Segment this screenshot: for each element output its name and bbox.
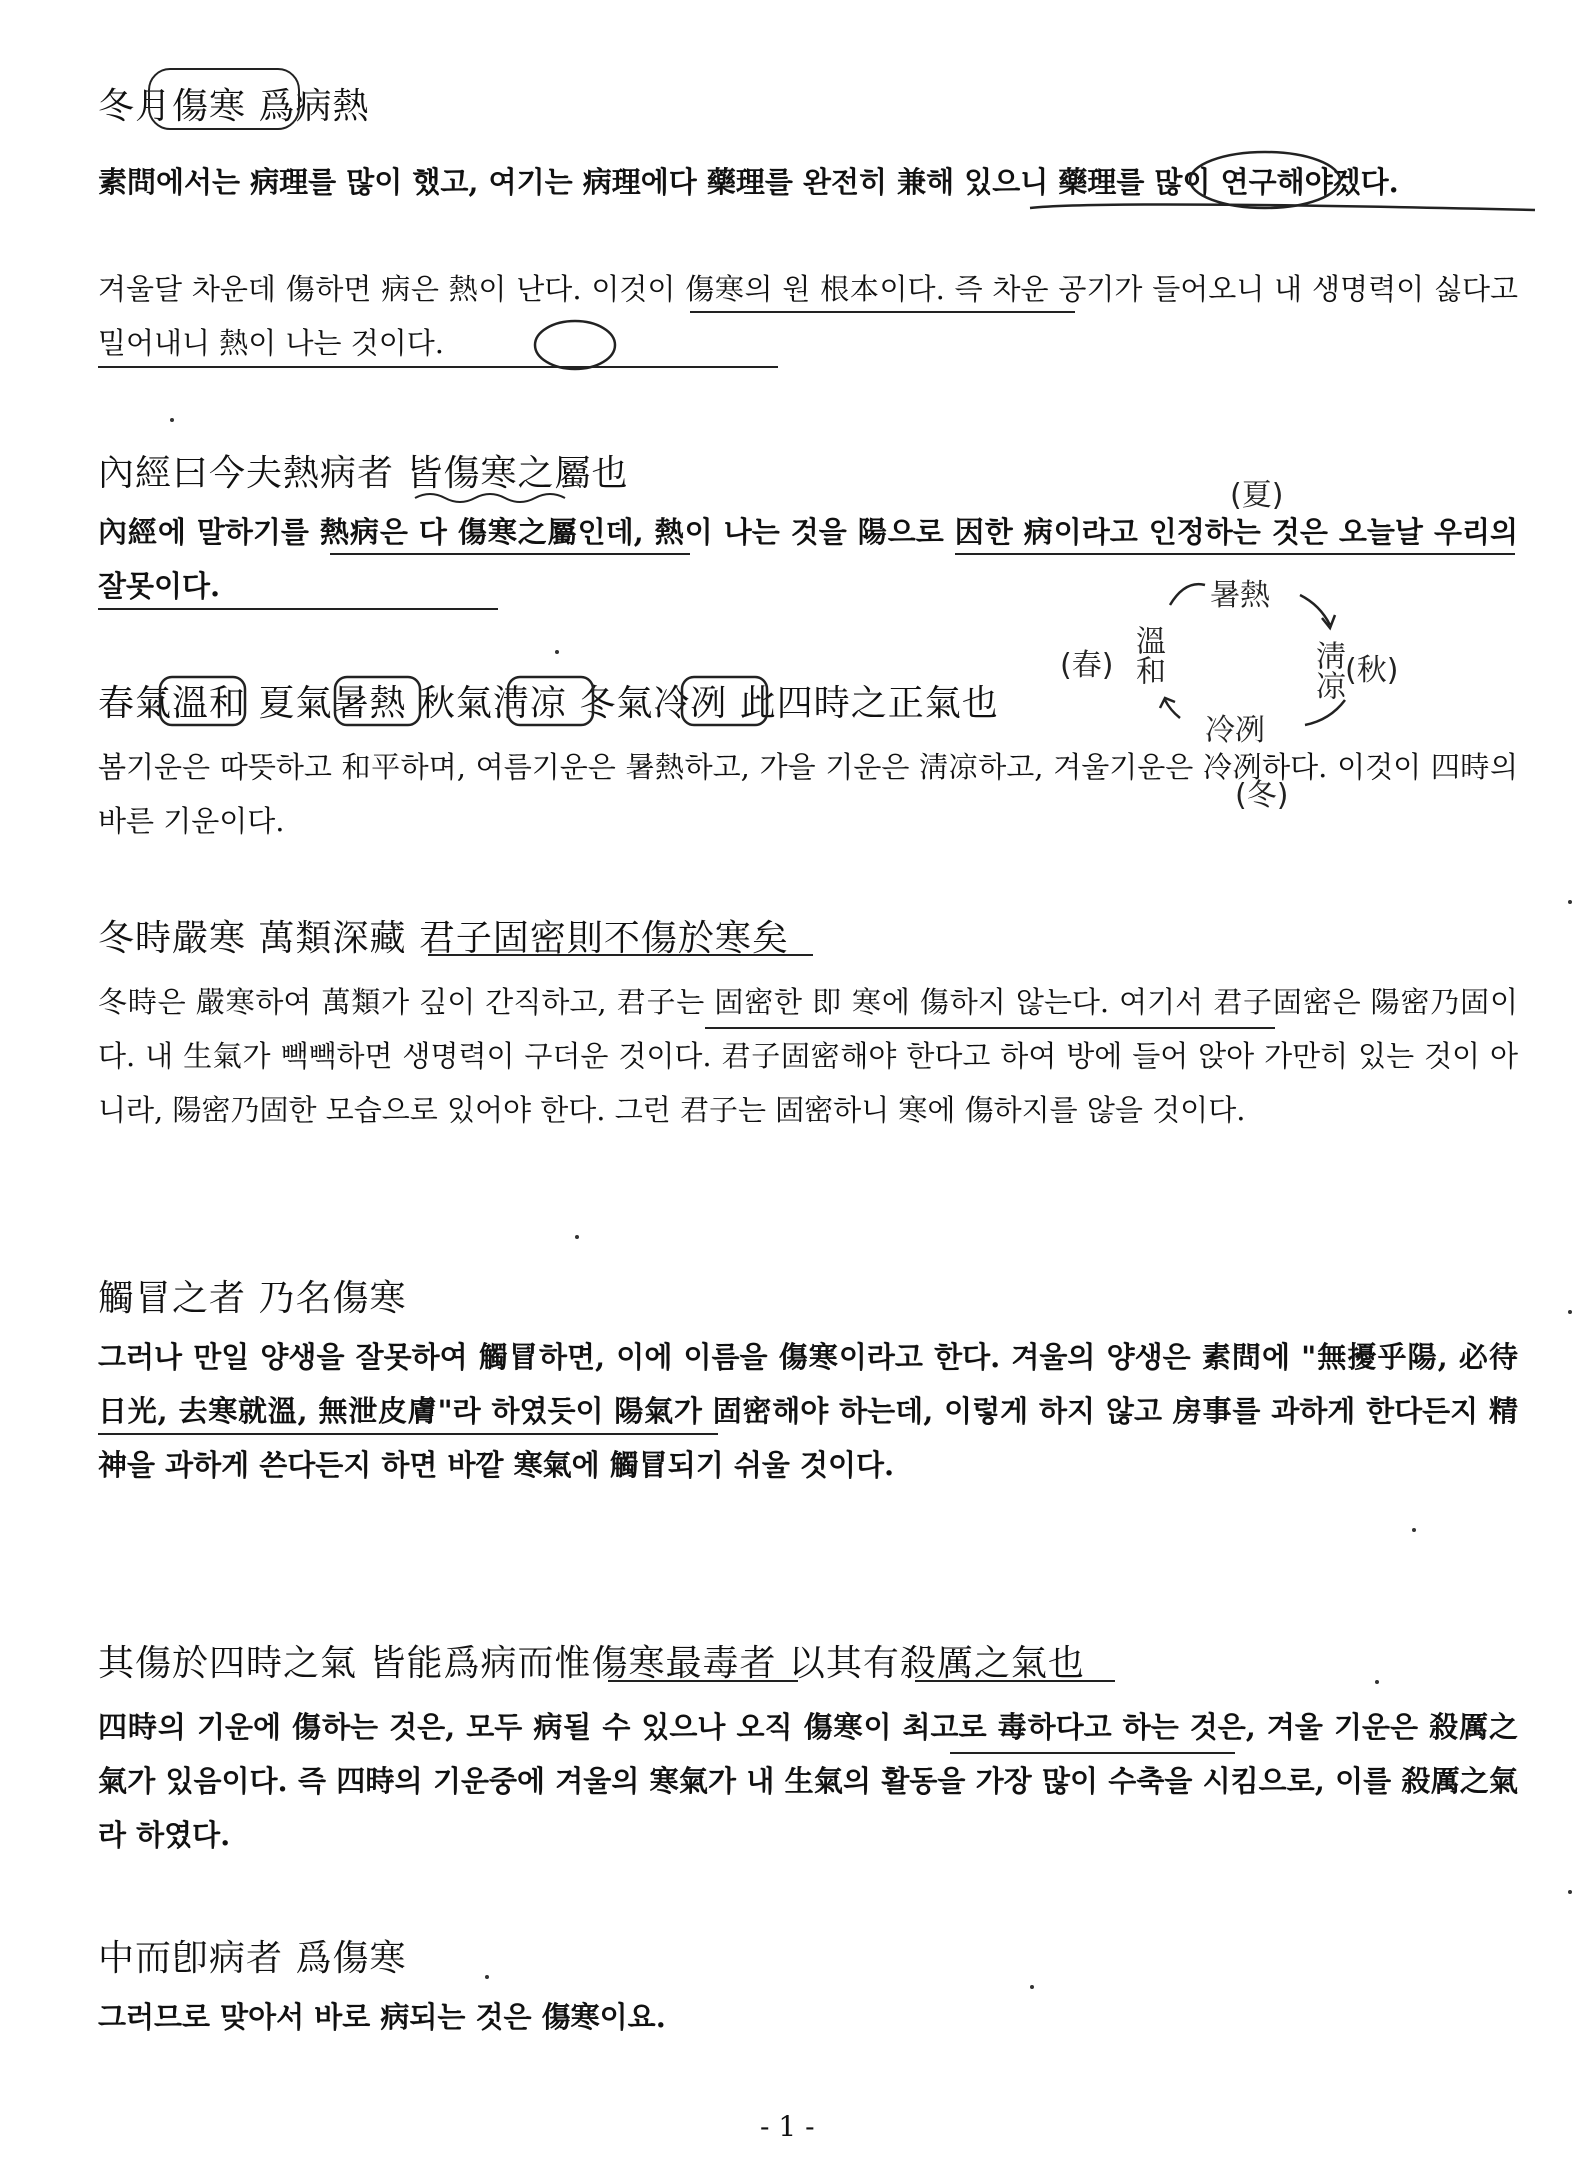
handwritten-underline <box>98 1433 718 1435</box>
speck <box>1030 1985 1034 1989</box>
margin-note-autumn: (秋) <box>1345 653 1399 688</box>
handwritten-underline <box>608 1680 798 1682</box>
paragraph: 그러므로 맞아서 바로 病되는 것은 傷寒이요. <box>98 2000 666 2034</box>
margin-note-winter: (冬) <box>1235 778 1289 813</box>
margin-note-autumn-chars: 淸凉 <box>1310 640 1345 700</box>
handwritten-underline <box>428 954 813 956</box>
speck <box>555 650 559 654</box>
paragraph: 素問에서는 病理를 많이 했고, 여기는 病理에다 藥理를 완전히 兼해 있으니 藥理를 많이 연구해야겠다. <box>98 165 1399 199</box>
speck <box>1568 900 1572 904</box>
section-heading: 其傷於四時之氣 皆能爲病而惟傷寒最毒者 以其有殺厲之氣也 <box>98 1643 1085 1684</box>
section-heading: 冬時嚴寒 萬類深藏 君子固密則不傷於寒矣 <box>98 918 789 959</box>
speck <box>170 418 174 422</box>
speck <box>1375 1680 1379 1684</box>
paragraph: 겨울달 차운데 傷하면 病은 熱이 난다. 이것이 傷寒의 원 根本이다. 즉 차운 공기가 들어오니 내 생명력이 싫다고 밀어내니 熱이 나는 것이다. <box>98 272 1518 360</box>
handwritten-underline <box>705 1027 1275 1029</box>
margin-note-cold: 冷冽 <box>1205 713 1265 748</box>
paragraph: 內經에 말하기를 熱病은 다 傷寒之屬인데, 熱이 나는 것을 陽으로 因한 病이라고 인정하는 것은 오늘날 우리의 잘못이다. <box>98 515 1518 603</box>
speck <box>575 1235 579 1239</box>
handwritten-underline <box>915 1680 1115 1682</box>
section-heading: 內經曰今夫熱病者 皆傷寒之屬也 <box>98 453 629 494</box>
margin-note-summer: (夏) <box>1230 478 1284 513</box>
speck <box>1568 1890 1572 1894</box>
section-heading: 春氣溫和 夏氣暑熱 秋氣淸凉 冬氣冷冽 此四時之正氣也 <box>98 683 999 724</box>
speck <box>485 1975 489 1979</box>
margin-note-summer-heat: 暑熱 <box>1210 578 1270 613</box>
section-heading: 觸冒之者 乃名傷寒 <box>98 1278 407 1319</box>
paragraph: 봄기운은 따뜻하고 和平하며, 여름기운은 暑熱하고, 가을 기운은 淸凉하고, 겨울기운은 冷冽하다. 이것이 四時의 바른 기운이다. <box>98 750 1518 838</box>
page-number: - 1 - <box>760 2110 815 2143</box>
section-heading: 冬月傷寒 爲病熱 <box>98 86 370 127</box>
paragraph: 四時의 기운에 傷하는 것은, 모두 病될 수 있으나 오직 傷寒이 최고로 毒하다고 하는 것은, 겨울 기운은 殺厲之氣가 있음이다. 즉 四時의 기운중에 겨울의 寒氣가 내 生氣의 활동을 가장 많이 수축을 시킴으로, 이를 殺厲之氣라 하였다. <box>98 1710 1518 1852</box>
speck <box>1568 1310 1572 1314</box>
paragraph: 冬時은 嚴寒하여 萬類가 깊이 간직하고, 君子는 固密한 即 寒에 傷하지 않는다. 여기서 君子固密은 陽密乃固이다. 내 生氣가 빽빽하면 생명력이 구더운 것이다. 君子固密해야 한다고 하여 방에 들어 앉아 가만히 있는 것이 아니라, 陽密乃固한 모습으로 있어야 한다. 그런 君子는 固密하니 寒에 傷하지를 않을 것이다. <box>98 985 1518 1127</box>
paragraph: 그러나 만일 양생을 잘못하여 觸冒하면, 이에 이름을 傷寒이라고 한다. 겨울의 양생은 素問에 "無擾乎陽, 必待日光, 去寒就溫, 無泄皮膚"라 하였듯이 陽氣가 固密해야 하는데, 이렇게 하지 않고 房事를 과하게 한다든지 精神을 과하게 쓴다든지 하면 바깥 寒氣에 觸冒되기 쉬울 것이다. <box>98 1340 1518 1482</box>
speck <box>1412 1528 1416 1532</box>
section-heading: 中而卽病者 爲傷寒 <box>98 1938 407 1979</box>
handwritten-underline <box>950 1752 1235 1754</box>
margin-note-warm: 溫和 <box>1130 625 1165 685</box>
margin-note-spring: (春) <box>1060 648 1114 683</box>
